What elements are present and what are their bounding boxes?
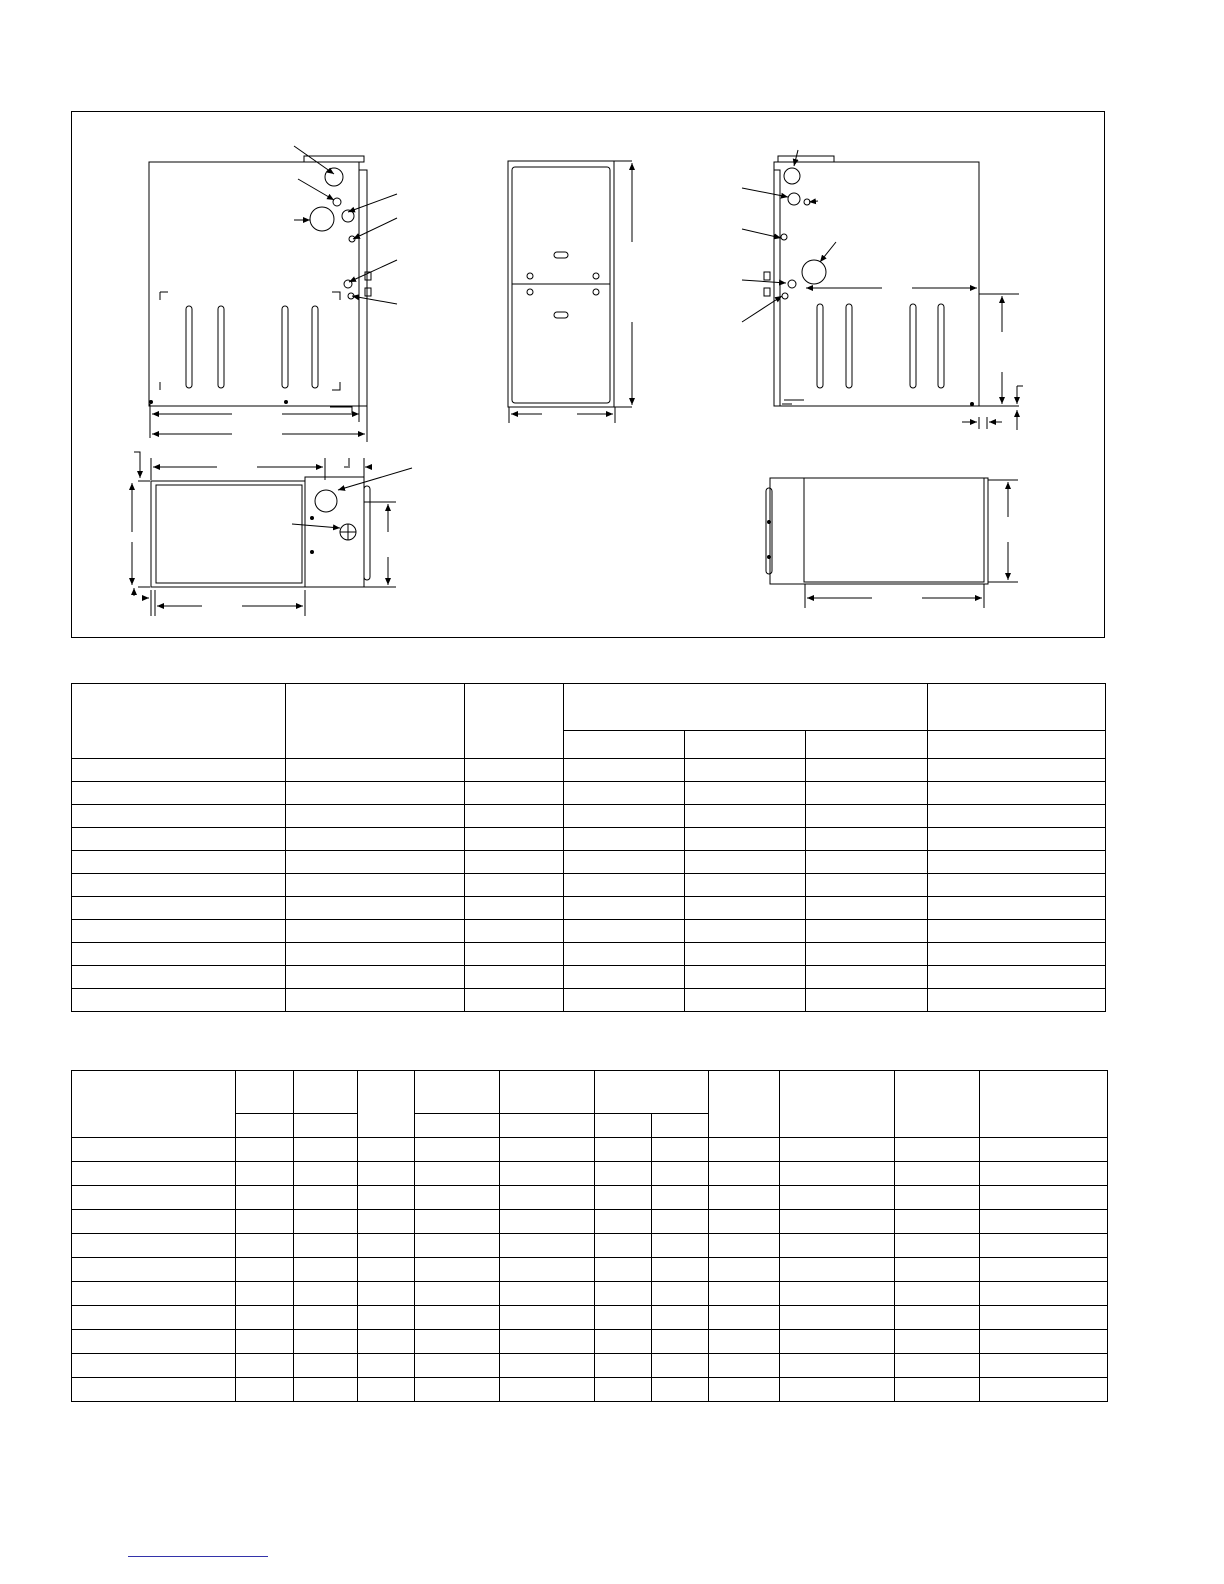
right-side-view	[742, 150, 1023, 430]
left-side-view	[149, 146, 397, 442]
table-row	[72, 943, 1106, 966]
table-header-row	[72, 1071, 1108, 1114]
table-row	[72, 1354, 1108, 1378]
table-row	[72, 1234, 1108, 1258]
top-view	[132, 452, 412, 616]
dimensions-figure	[71, 111, 1105, 638]
dimensions-table	[71, 683, 1106, 1012]
table-row	[72, 897, 1106, 920]
table-row	[72, 1138, 1108, 1162]
table-row	[72, 874, 1106, 897]
table-row	[72, 1378, 1108, 1402]
table-row	[72, 759, 1106, 782]
table-row	[72, 782, 1106, 805]
table-row	[72, 989, 1106, 1012]
table-row	[72, 966, 1106, 989]
table-row	[72, 1162, 1108, 1186]
table-row	[72, 1306, 1108, 1330]
table-row	[72, 1330, 1108, 1354]
specifications-table	[71, 1070, 1108, 1402]
table-row	[72, 1186, 1108, 1210]
bottom-view	[766, 478, 1018, 608]
table-row	[72, 828, 1106, 851]
footer-link-underline[interactable]	[128, 1556, 268, 1557]
table-row	[72, 920, 1106, 943]
table-row	[72, 805, 1106, 828]
table-row	[72, 1258, 1108, 1282]
table-header-row	[72, 684, 1106, 731]
table-row	[72, 851, 1106, 874]
front-view	[508, 161, 632, 423]
table-row	[72, 1282, 1108, 1306]
table-row	[72, 1210, 1108, 1234]
